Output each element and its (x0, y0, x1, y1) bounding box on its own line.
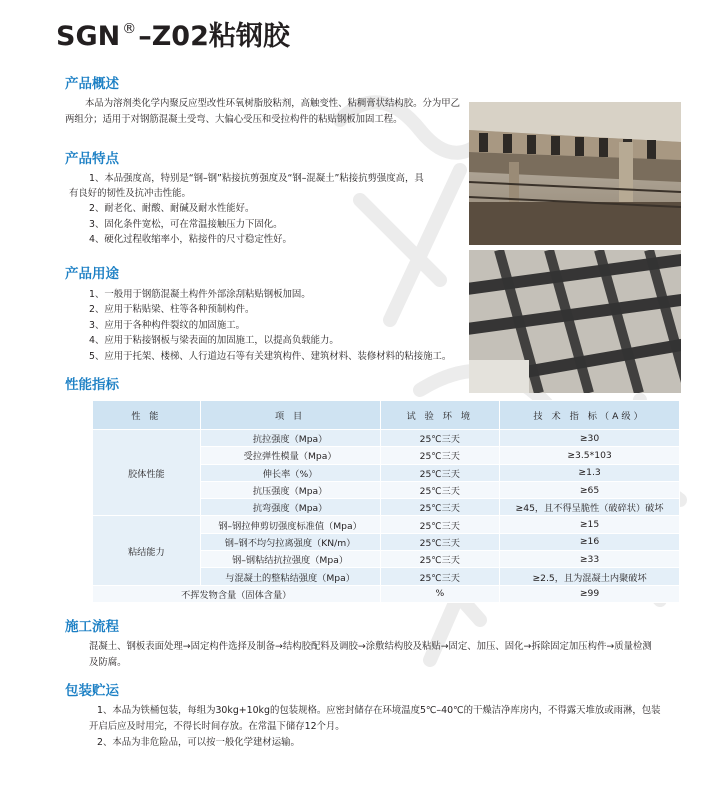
table-header-row (93, 401, 680, 430)
packaging-text-1: 1、本品为铁桶包装，每组为30kg+10kg的包装规格。应密封储存在环境温度5℃–40℃的干燥洁净库房内，不得露天堆放或雨淋，包装开启后应及时用完，不得长时间存放。在常温下储存12个月。 (89, 705, 661, 732)
cell-item: 不挥发物含量（固体含量） (93, 585, 381, 602)
column-header: 性 能 (93, 401, 201, 430)
cell-spec: ≥45，且不得呈脆性（破碎状）破坏 (500, 499, 680, 516)
construction-text: 混凝土、钢板表面处理→固定构件选择及制备→结构胶配料及调胶→涂敷结构胶及粘贴→固定、加压、固化→拆除固定加压构件→质量检测及防腐。 (89, 641, 652, 668)
cell-spec: ≥2.5，且为混凝土内聚破坏 (500, 568, 680, 585)
table-row (93, 585, 680, 602)
list-item: 3、固化条件宽松，可在常温接触压力下固化。 (89, 218, 283, 230)
cell-spec: ≥33 (500, 551, 680, 568)
cell-env: 25℃三天 (380, 464, 500, 481)
cell-env: % (380, 585, 500, 602)
cell-item: 钢–钢拉伸剪切强度标准值（Mpa） (200, 516, 380, 533)
cell-spec: ≥30 (500, 430, 680, 447)
cell-item: 受拉弹性模量（Mpa） (200, 447, 380, 464)
cell-env: 25℃三天 (380, 516, 500, 533)
performance-table (92, 400, 680, 603)
cell-spec: ≥65 (500, 481, 680, 498)
features-list (69, 171, 424, 247)
list-item: 有良好的韧性及抗冲击性能。 (69, 188, 191, 200)
cell-item: 钢–钢粘结抗拉强度（Mpa） (200, 551, 380, 568)
construction-heading: 施工流程 (65, 619, 119, 635)
list-item: 3、应用于各种构件裂纹的加固施工。 (89, 319, 245, 331)
slab-strips-photo (469, 250, 681, 393)
cell-env: 25℃三天 (380, 533, 500, 550)
cell-spec: ≥1.3 (500, 464, 680, 481)
list-item: 4、应用于粘接钢板与梁表面的加固施工，以提高负载能力。 (89, 335, 339, 347)
list-item: 5、应用于托架、楼梯、人行道边石等有关建筑构件、建筑材料、装修材料的粘接施工。 (89, 350, 452, 362)
page-title: SGN ®–Z02粘钢胶 (56, 21, 290, 52)
cell-item: 抗拉强度（Mpa） (200, 430, 380, 447)
list-item: 1、本品强度高，特别是“钢–钢”粘接抗剪强度及“钢–混凝土”粘接抗剪强度高，具 (89, 173, 424, 184)
uses-list (89, 287, 451, 364)
cell-item: 与混凝土的整粘结强度（Mpa） (200, 568, 380, 585)
packaging-heading: 包装贮运 (65, 683, 119, 699)
table-row (93, 430, 680, 447)
column-header: 技 术 指 标（A级） (500, 401, 680, 430)
cell-spec: ≥16 (500, 533, 680, 550)
list-item: 4、硬化过程收缩率小，粘接件的尺寸稳定性好。 (89, 233, 292, 245)
cell-env: 25℃三天 (380, 481, 500, 498)
cell-item: 伸长率（%） (200, 464, 380, 481)
packaging-text-2: 2、本品为非危险品，可以按一般化学建材运输。 (97, 737, 300, 748)
overview-text: 本品为溶剂类化学内聚反应型改性环氧树脂胶粘剂，高触变性、粘稠膏状结构胶。分为甲乙两组分；适用于对钢筋混凝土受弯、大偏心受压和受拉构件的粘贴钢板加固工程。 (65, 98, 461, 125)
column-header: 项 目 (200, 401, 380, 430)
group-label: 胶体性能 (93, 430, 201, 516)
cell-env: 25℃三天 (380, 551, 500, 568)
list-item: 2、耐老化、耐酸、耐碱及耐水性能好。 (89, 203, 255, 215)
cell-item: 钢–钢不均匀拉离强度（KN/m） (200, 533, 380, 550)
uses-heading: 产品用途 (65, 266, 119, 282)
features-heading: 产品特点 (65, 151, 119, 167)
list-item: 2、应用于粘贴梁、柱等各种预制构件。 (89, 304, 255, 316)
cell-item: 抗弯强度（Mpa） (200, 499, 380, 516)
table-row (93, 516, 680, 533)
cell-spec: ≥3.5*103 (500, 447, 680, 464)
cell-env: 25℃三天 (380, 430, 500, 447)
cell-env: 25℃三天 (380, 447, 500, 464)
list-item: 1、一般用于钢筋混凝土构件外部涂刮粘贴钢板加固。 (89, 289, 311, 300)
cell-env: 25℃三天 (380, 568, 500, 585)
cell-item: 抗压强度（Mpa） (200, 481, 380, 498)
performance-heading: 性能指标 (65, 377, 119, 393)
cell-env: 25℃三天 (380, 499, 500, 516)
cell-spec: ≥15 (500, 516, 680, 533)
column-header: 试 验 环 境 (380, 401, 500, 430)
overview-heading: 产品概述 (65, 76, 119, 92)
cell-spec: ≥99 (500, 585, 680, 602)
group-label: 粘结能力 (93, 516, 201, 585)
beam-reinforcement-photo (469, 102, 681, 245)
